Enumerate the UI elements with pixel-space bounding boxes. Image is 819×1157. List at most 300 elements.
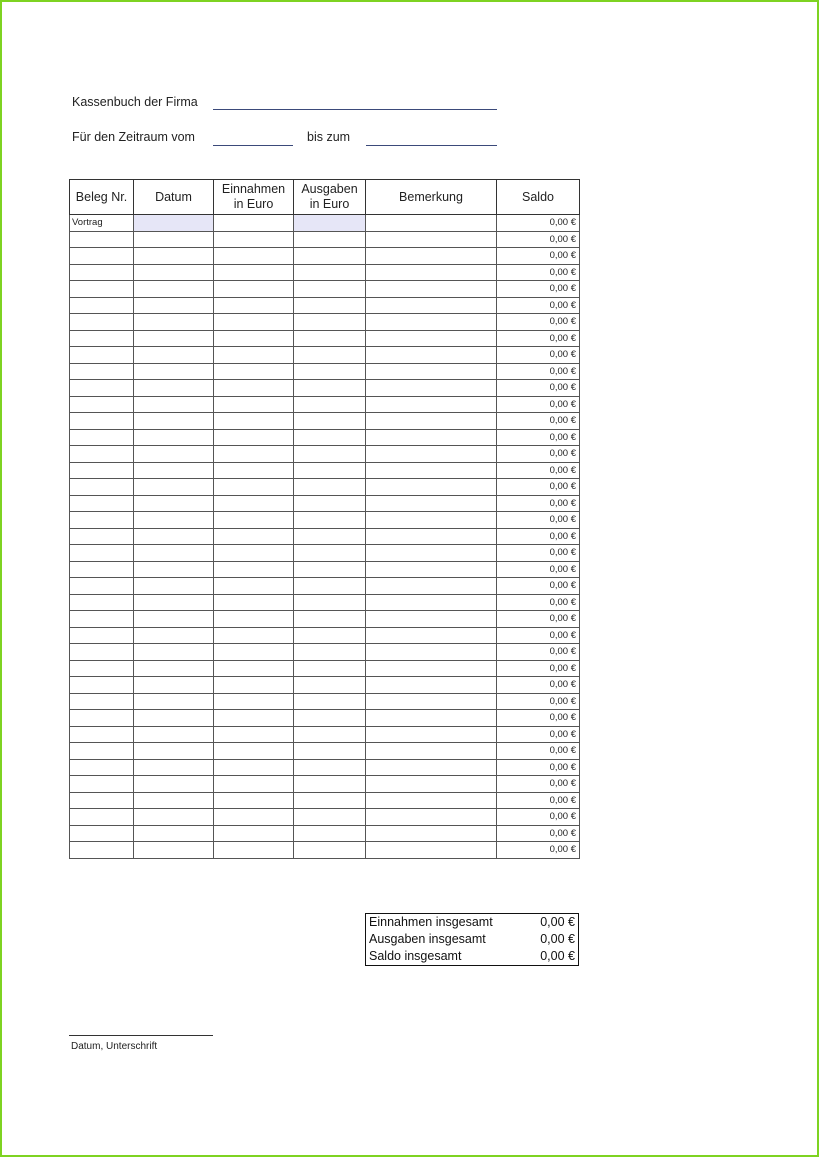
cell-bemerkung[interactable] bbox=[366, 215, 497, 232]
cell-bemerkung[interactable] bbox=[366, 809, 497, 826]
cell-saldo: 0,00 € bbox=[497, 561, 580, 578]
cell-datum[interactable] bbox=[134, 726, 214, 743]
cell-ausgaben[interactable] bbox=[294, 644, 366, 661]
col-header-ausgaben bbox=[294, 180, 366, 215]
cell-bemerkung[interactable] bbox=[366, 380, 497, 397]
cell-bemerkung[interactable] bbox=[366, 545, 497, 562]
cell-beleg[interactable] bbox=[70, 627, 134, 644]
cell-einnahmen[interactable] bbox=[214, 693, 294, 710]
cell-beleg[interactable] bbox=[70, 248, 134, 265]
cell-saldo: 0,00 € bbox=[497, 644, 580, 661]
cell-datum[interactable] bbox=[134, 578, 214, 595]
col-header-ausgaben-line1: Ausgaben bbox=[301, 182, 358, 196]
cell-datum[interactable] bbox=[134, 627, 214, 644]
cell-beleg[interactable] bbox=[70, 429, 134, 446]
cell-saldo: 0,00 € bbox=[497, 462, 580, 479]
cell-datum[interactable] bbox=[134, 792, 214, 809]
table-row bbox=[70, 347, 580, 364]
cell-saldo: 0,00 € bbox=[497, 231, 580, 248]
cell-einnahmen[interactable] bbox=[214, 660, 294, 677]
cell-saldo: 0,00 € bbox=[497, 297, 580, 314]
summary-ausgaben-value: 0,00 € bbox=[540, 932, 575, 946]
cell-einnahmen[interactable] bbox=[214, 495, 294, 512]
cell-beleg[interactable] bbox=[70, 842, 134, 859]
cell-einnahmen[interactable] bbox=[214, 578, 294, 595]
cell-saldo: 0,00 € bbox=[497, 660, 580, 677]
table-row bbox=[70, 231, 580, 248]
cell-saldo: 0,00 € bbox=[497, 248, 580, 265]
cell-ausgaben[interactable] bbox=[294, 677, 366, 694]
table-row bbox=[70, 363, 580, 380]
table-row bbox=[70, 627, 580, 644]
cell-beleg[interactable] bbox=[70, 479, 134, 496]
cell-einnahmen[interactable] bbox=[214, 561, 294, 578]
cell-bemerkung[interactable] bbox=[366, 528, 497, 545]
summary-einnahmen-value: 0,00 € bbox=[540, 915, 575, 929]
cell-einnahmen[interactable] bbox=[214, 611, 294, 628]
cell-ausgaben[interactable] bbox=[294, 462, 366, 479]
cell-ausgaben[interactable] bbox=[294, 429, 366, 446]
cell-saldo: 0,00 € bbox=[497, 809, 580, 826]
cell-datum[interactable] bbox=[134, 660, 214, 677]
cell-ausgaben[interactable] bbox=[294, 809, 366, 826]
cell-saldo: 0,00 € bbox=[497, 710, 580, 727]
cell-einnahmen[interactable] bbox=[214, 347, 294, 364]
cell-einnahmen[interactable] bbox=[214, 627, 294, 644]
cell-beleg[interactable] bbox=[70, 693, 134, 710]
cell-bemerkung[interactable] bbox=[366, 495, 497, 512]
cell-ausgaben[interactable] bbox=[294, 446, 366, 463]
cell-datum[interactable] bbox=[134, 743, 214, 760]
cell-ausgaben[interactable] bbox=[294, 297, 366, 314]
cell-ausgaben[interactable] bbox=[294, 759, 366, 776]
cell-beleg[interactable] bbox=[70, 809, 134, 826]
summary-row-einnahmen bbox=[366, 914, 578, 931]
table-row bbox=[70, 693, 580, 710]
table-row bbox=[70, 594, 580, 611]
cell-datum[interactable] bbox=[134, 594, 214, 611]
cell-einnahmen[interactable] bbox=[214, 479, 294, 496]
cell-ausgaben[interactable] bbox=[294, 248, 366, 265]
cell-beleg[interactable] bbox=[70, 726, 134, 743]
table-row bbox=[70, 842, 580, 859]
cell-saldo: 0,00 € bbox=[497, 528, 580, 545]
table-row bbox=[70, 726, 580, 743]
cell-beleg[interactable] bbox=[70, 528, 134, 545]
cell-bemerkung[interactable] bbox=[366, 594, 497, 611]
cell-ausgaben[interactable] bbox=[294, 825, 366, 842]
cell-datum[interactable] bbox=[134, 644, 214, 661]
cell-datum[interactable] bbox=[134, 611, 214, 628]
cell-datum[interactable] bbox=[134, 429, 214, 446]
cell-bemerkung[interactable] bbox=[366, 842, 497, 859]
table-row bbox=[70, 545, 580, 562]
cell-ausgaben[interactable] bbox=[294, 380, 366, 397]
firm-label: Kassenbuch der Firma bbox=[72, 95, 198, 109]
cell-beleg[interactable] bbox=[70, 396, 134, 413]
col-header-ausgaben-line2: in Euro bbox=[309, 197, 350, 211]
table-header-row bbox=[70, 180, 580, 215]
cell-einnahmen[interactable] bbox=[214, 413, 294, 430]
table-row bbox=[70, 413, 580, 430]
cell-einnahmen[interactable] bbox=[214, 545, 294, 562]
cell-beleg[interactable] bbox=[70, 512, 134, 529]
cell-beleg[interactable] bbox=[70, 710, 134, 727]
cell-beleg[interactable] bbox=[70, 495, 134, 512]
cell-datum[interactable] bbox=[134, 248, 214, 265]
cell-saldo: 0,00 € bbox=[497, 380, 580, 397]
summary-row-ausgaben bbox=[366, 931, 578, 948]
cell-bemerkung[interactable] bbox=[366, 281, 497, 298]
cell-bemerkung[interactable] bbox=[366, 264, 497, 281]
table-row bbox=[70, 759, 580, 776]
cell-datum[interactable] bbox=[134, 710, 214, 727]
cell-beleg[interactable] bbox=[70, 578, 134, 595]
cell-einnahmen[interactable] bbox=[214, 759, 294, 776]
cell-ausgaben[interactable] bbox=[294, 231, 366, 248]
cell-einnahmen[interactable] bbox=[214, 677, 294, 694]
cell-einnahmen[interactable] bbox=[214, 594, 294, 611]
signature-line[interactable] bbox=[69, 1035, 213, 1036]
cell-saldo: 0,00 € bbox=[497, 677, 580, 694]
table-row bbox=[70, 396, 580, 413]
table-row bbox=[70, 528, 580, 545]
cell-saldo: 0,00 € bbox=[497, 495, 580, 512]
cell-saldo: 0,00 € bbox=[497, 594, 580, 611]
table-row bbox=[70, 314, 580, 331]
cell-beleg[interactable] bbox=[70, 792, 134, 809]
cell-einnahmen[interactable] bbox=[214, 776, 294, 793]
cell-bemerkung[interactable] bbox=[366, 231, 497, 248]
cell-einnahmen[interactable] bbox=[214, 743, 294, 760]
cell-beleg[interactable] bbox=[70, 413, 134, 430]
cell-einnahmen[interactable] bbox=[214, 264, 294, 281]
cell-beleg[interactable] bbox=[70, 281, 134, 298]
cell-einnahmen[interactable] bbox=[214, 446, 294, 463]
cell-einnahmen[interactable] bbox=[214, 792, 294, 809]
col-header-beleg: Beleg Nr. bbox=[70, 180, 134, 215]
cell-ausgaben[interactable] bbox=[294, 512, 366, 529]
cell-bemerkung[interactable] bbox=[366, 693, 497, 710]
cell-saldo: 0,00 € bbox=[497, 512, 580, 529]
cell-ausgaben[interactable] bbox=[294, 776, 366, 793]
cell-ausgaben[interactable] bbox=[294, 561, 366, 578]
cell-saldo: 0,00 € bbox=[497, 776, 580, 793]
cell-saldo: 0,00 € bbox=[497, 792, 580, 809]
cell-ausgaben[interactable] bbox=[294, 396, 366, 413]
cell-datum[interactable] bbox=[134, 759, 214, 776]
cell-einnahmen[interactable] bbox=[214, 215, 294, 232]
cell-beleg[interactable] bbox=[70, 611, 134, 628]
cell-beleg[interactable] bbox=[70, 347, 134, 364]
cell-datum[interactable] bbox=[134, 512, 214, 529]
table-row bbox=[70, 281, 580, 298]
cell-bemerkung[interactable] bbox=[366, 512, 497, 529]
table-row bbox=[70, 462, 580, 479]
cell-datum[interactable] bbox=[134, 842, 214, 859]
cell-einnahmen[interactable] bbox=[214, 842, 294, 859]
cell-einnahmen[interactable] bbox=[214, 528, 294, 545]
cell-einnahmen[interactable] bbox=[214, 281, 294, 298]
cell-beleg[interactable] bbox=[70, 660, 134, 677]
table-row bbox=[70, 644, 580, 661]
cell-datum[interactable] bbox=[134, 281, 214, 298]
cell-beleg[interactable] bbox=[70, 776, 134, 793]
cell-bemerkung[interactable] bbox=[366, 363, 497, 380]
cell-ausgaben[interactable] bbox=[294, 347, 366, 364]
table-row bbox=[70, 743, 580, 760]
cell-ausgaben[interactable] bbox=[294, 545, 366, 562]
cell-beleg[interactable] bbox=[70, 363, 134, 380]
table-row bbox=[70, 792, 580, 809]
cell-datum[interactable] bbox=[134, 363, 214, 380]
table-row bbox=[70, 297, 580, 314]
cell-beleg[interactable] bbox=[70, 330, 134, 347]
table-row bbox=[70, 611, 580, 628]
cell-einnahmen[interactable] bbox=[214, 231, 294, 248]
cell-bemerkung[interactable] bbox=[366, 627, 497, 644]
period-from-label: Für den Zeitraum vom bbox=[72, 130, 195, 144]
summary-row-saldo bbox=[366, 948, 578, 965]
cell-einnahmen[interactable] bbox=[214, 330, 294, 347]
summary-saldo-value: 0,00 € bbox=[540, 949, 575, 963]
cell-datum[interactable] bbox=[134, 528, 214, 545]
cell-einnahmen[interactable] bbox=[214, 363, 294, 380]
cell-datum[interactable] bbox=[134, 347, 214, 364]
cell-saldo: 0,00 € bbox=[497, 215, 580, 232]
cell-datum[interactable] bbox=[134, 396, 214, 413]
cell-einnahmen[interactable] bbox=[214, 825, 294, 842]
cell-datum[interactable] bbox=[134, 825, 214, 842]
cell-einnahmen[interactable] bbox=[214, 809, 294, 826]
cell-ausgaben[interactable] bbox=[294, 215, 366, 232]
cell-beleg: Vortrag bbox=[70, 215, 134, 232]
cell-datum[interactable] bbox=[134, 545, 214, 562]
cell-ausgaben[interactable] bbox=[294, 792, 366, 809]
cell-ausgaben[interactable] bbox=[294, 314, 366, 331]
cell-bemerkung[interactable] bbox=[366, 825, 497, 842]
cell-einnahmen[interactable] bbox=[214, 512, 294, 529]
cell-beleg[interactable] bbox=[70, 759, 134, 776]
table-row bbox=[70, 809, 580, 826]
cell-bemerkung[interactable] bbox=[366, 396, 497, 413]
cell-ausgaben[interactable] bbox=[294, 660, 366, 677]
cell-ausgaben[interactable] bbox=[294, 627, 366, 644]
cell-ausgaben[interactable] bbox=[294, 495, 366, 512]
cell-datum[interactable] bbox=[134, 809, 214, 826]
cell-beleg[interactable] bbox=[70, 825, 134, 842]
summary-ausgaben-label: Ausgaben insgesamt bbox=[369, 932, 486, 946]
cell-bemerkung[interactable] bbox=[366, 677, 497, 694]
period-until-label: bis zum bbox=[307, 130, 351, 144]
table-row bbox=[70, 512, 580, 529]
table-row bbox=[70, 429, 580, 446]
cell-datum[interactable] bbox=[134, 693, 214, 710]
cell-einnahmen[interactable] bbox=[214, 314, 294, 331]
cell-saldo: 0,00 € bbox=[497, 825, 580, 842]
cell-saldo: 0,00 € bbox=[497, 396, 580, 413]
cell-datum[interactable] bbox=[134, 677, 214, 694]
col-header-datum: Datum bbox=[134, 180, 214, 215]
table-row bbox=[70, 248, 580, 265]
table-row bbox=[70, 677, 580, 694]
cell-bemerkung[interactable] bbox=[366, 462, 497, 479]
cell-datum[interactable] bbox=[134, 297, 214, 314]
cell-bemerkung[interactable] bbox=[366, 710, 497, 727]
cell-bemerkung[interactable] bbox=[366, 792, 497, 809]
cell-saldo: 0,00 € bbox=[497, 330, 580, 347]
cell-bemerkung[interactable] bbox=[366, 248, 497, 265]
table-row bbox=[70, 264, 580, 281]
cell-saldo: 0,00 € bbox=[497, 611, 580, 628]
cell-beleg[interactable] bbox=[70, 314, 134, 331]
cell-bemerkung[interactable] bbox=[366, 561, 497, 578]
cell-einnahmen[interactable] bbox=[214, 726, 294, 743]
cell-beleg[interactable] bbox=[70, 545, 134, 562]
cell-saldo: 0,00 € bbox=[497, 726, 580, 743]
cell-einnahmen[interactable] bbox=[214, 462, 294, 479]
cell-saldo: 0,00 € bbox=[497, 545, 580, 562]
cell-ausgaben[interactable] bbox=[294, 611, 366, 628]
cell-beleg[interactable] bbox=[70, 462, 134, 479]
cell-datum[interactable] bbox=[134, 462, 214, 479]
cell-bemerkung[interactable] bbox=[366, 330, 497, 347]
table-row bbox=[70, 578, 580, 595]
table-row bbox=[70, 479, 580, 496]
period-until-field[interactable] bbox=[366, 145, 497, 146]
cell-datum[interactable] bbox=[134, 776, 214, 793]
cell-bemerkung[interactable] bbox=[366, 726, 497, 743]
cell-ausgaben[interactable] bbox=[294, 842, 366, 859]
table-row bbox=[70, 825, 580, 842]
cell-ausgaben[interactable] bbox=[294, 693, 366, 710]
cell-beleg[interactable] bbox=[70, 446, 134, 463]
cell-datum[interactable] bbox=[134, 479, 214, 496]
cell-datum[interactable] bbox=[134, 446, 214, 463]
cell-beleg[interactable] bbox=[70, 677, 134, 694]
cell-einnahmen[interactable] bbox=[214, 644, 294, 661]
cell-ausgaben[interactable] bbox=[294, 594, 366, 611]
cell-beleg[interactable] bbox=[70, 231, 134, 248]
cell-einnahmen[interactable] bbox=[214, 297, 294, 314]
table-row bbox=[70, 561, 580, 578]
cell-ausgaben[interactable] bbox=[294, 330, 366, 347]
cell-ausgaben[interactable] bbox=[294, 479, 366, 496]
col-header-saldo: Saldo bbox=[497, 180, 580, 215]
cell-saldo: 0,00 € bbox=[497, 347, 580, 364]
cell-ausgaben[interactable] bbox=[294, 743, 366, 760]
table-row bbox=[70, 215, 580, 232]
cell-datum[interactable] bbox=[134, 314, 214, 331]
ledger-table bbox=[69, 179, 580, 859]
cell-ausgaben[interactable] bbox=[294, 578, 366, 595]
cell-datum[interactable] bbox=[134, 330, 214, 347]
cell-saldo: 0,00 € bbox=[497, 281, 580, 298]
cell-bemerkung[interactable] bbox=[366, 314, 497, 331]
cell-saldo: 0,00 € bbox=[497, 314, 580, 331]
cell-einnahmen[interactable] bbox=[214, 380, 294, 397]
cell-datum[interactable] bbox=[134, 495, 214, 512]
cell-bemerkung[interactable] bbox=[366, 413, 497, 430]
cell-ausgaben[interactable] bbox=[294, 726, 366, 743]
summary-box bbox=[365, 913, 579, 966]
firm-name-field[interactable] bbox=[213, 109, 497, 110]
cell-saldo: 0,00 € bbox=[497, 479, 580, 496]
cell-beleg[interactable] bbox=[70, 594, 134, 611]
cell-saldo: 0,00 € bbox=[497, 842, 580, 859]
table-row bbox=[70, 330, 580, 347]
cell-ausgaben[interactable] bbox=[294, 363, 366, 380]
cell-bemerkung[interactable] bbox=[366, 578, 497, 595]
cell-saldo: 0,00 € bbox=[497, 743, 580, 760]
cell-ausgaben[interactable] bbox=[294, 710, 366, 727]
cell-datum[interactable] bbox=[134, 231, 214, 248]
cell-bemerkung[interactable] bbox=[366, 611, 497, 628]
col-header-bemerkung: Bemerkung bbox=[366, 180, 497, 215]
cell-bemerkung[interactable] bbox=[366, 644, 497, 661]
cell-bemerkung[interactable] bbox=[366, 759, 497, 776]
table-row bbox=[70, 380, 580, 397]
cell-datum[interactable] bbox=[134, 264, 214, 281]
summary-einnahmen-label: Einnahmen insgesamt bbox=[369, 915, 493, 929]
period-from-field[interactable] bbox=[213, 145, 293, 146]
cell-bemerkung[interactable] bbox=[366, 660, 497, 677]
table-row bbox=[70, 660, 580, 677]
cell-bemerkung[interactable] bbox=[366, 776, 497, 793]
cell-saldo: 0,00 € bbox=[497, 264, 580, 281]
cell-beleg[interactable] bbox=[70, 297, 134, 314]
cell-ausgaben[interactable] bbox=[294, 281, 366, 298]
cell-datum[interactable] bbox=[134, 561, 214, 578]
cell-ausgaben[interactable] bbox=[294, 264, 366, 281]
cell-datum[interactable] bbox=[134, 215, 214, 232]
cell-bemerkung[interactable] bbox=[366, 743, 497, 760]
cell-datum[interactable] bbox=[134, 413, 214, 430]
cell-beleg[interactable] bbox=[70, 644, 134, 661]
col-header-einnahmen-line1: Einnahmen bbox=[221, 182, 286, 196]
cell-bemerkung[interactable] bbox=[366, 479, 497, 496]
cell-bemerkung[interactable] bbox=[366, 446, 497, 463]
cell-bemerkung[interactable] bbox=[366, 429, 497, 446]
cell-beleg[interactable] bbox=[70, 743, 134, 760]
signature-label: Datum, Unterschrift bbox=[71, 1041, 158, 1052]
cell-saldo: 0,00 € bbox=[497, 429, 580, 446]
cell-saldo: 0,00 € bbox=[497, 578, 580, 595]
cell-saldo: 0,00 € bbox=[497, 693, 580, 710]
cell-einnahmen[interactable] bbox=[214, 248, 294, 265]
summary-saldo-label: Saldo insgesamt bbox=[369, 949, 462, 963]
table-row bbox=[70, 710, 580, 727]
cell-beleg[interactable] bbox=[70, 380, 134, 397]
cell-ausgaben[interactable] bbox=[294, 528, 366, 545]
cell-einnahmen[interactable] bbox=[214, 710, 294, 727]
cell-einnahmen[interactable] bbox=[214, 396, 294, 413]
table-row bbox=[70, 776, 580, 793]
col-header-einnahmen bbox=[214, 180, 294, 215]
cell-bemerkung[interactable] bbox=[366, 297, 497, 314]
cell-saldo: 0,00 € bbox=[497, 446, 580, 463]
cell-saldo: 0,00 € bbox=[497, 413, 580, 430]
cell-saldo: 0,00 € bbox=[497, 363, 580, 380]
cell-beleg[interactable] bbox=[70, 264, 134, 281]
table-row bbox=[70, 446, 580, 463]
cell-saldo: 0,00 € bbox=[497, 627, 580, 644]
cell-beleg[interactable] bbox=[70, 561, 134, 578]
cell-datum[interactable] bbox=[134, 380, 214, 397]
cell-einnahmen[interactable] bbox=[214, 429, 294, 446]
cell-bemerkung[interactable] bbox=[366, 347, 497, 364]
cell-ausgaben[interactable] bbox=[294, 413, 366, 430]
